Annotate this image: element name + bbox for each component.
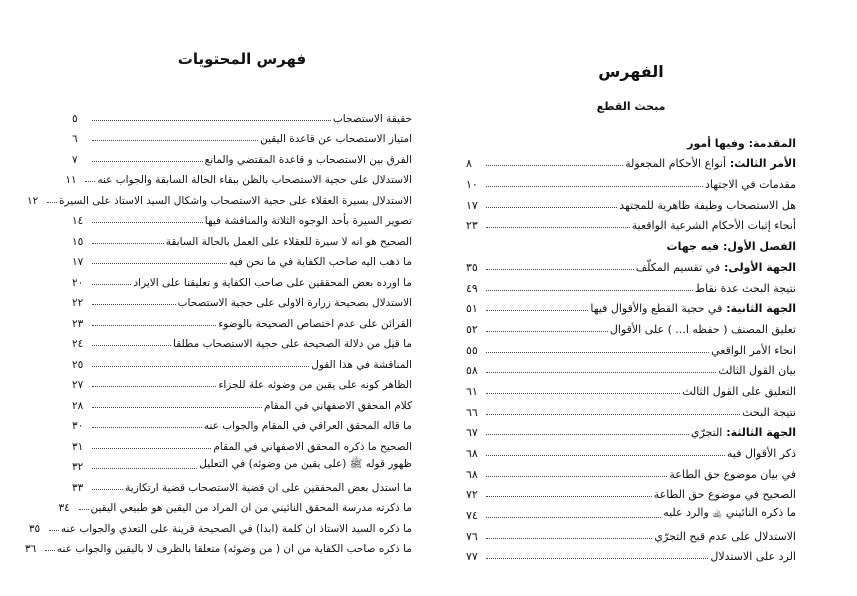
entry-page-number: ٢٤	[72, 338, 84, 350]
toc-entry[interactable]	[466, 460, 796, 481]
toc-entry[interactable]	[72, 104, 412, 125]
entry-text: الاستدلال بسيرة العقلاء على حجية الاستصحاب واشكال السيد الاستاذ على السيرة	[59, 194, 412, 207]
dot-leader	[92, 243, 164, 244]
entry-text: ما استدل بعض المحققين على ان قضية الاستصحاب قضية ارتكازية	[125, 481, 412, 494]
entry-page-number: ١٥	[72, 235, 84, 248]
toc-entry[interactable]	[466, 295, 796, 316]
dot-leader	[486, 290, 693, 291]
right-toc-list	[466, 129, 796, 563]
entry-page-number: ٣٤	[58, 502, 70, 514]
dot-leader	[92, 222, 203, 223]
entry-text: في تقسيم المكلّف	[635, 260, 721, 274]
toc-entry[interactable]	[72, 371, 412, 392]
dot-leader	[92, 448, 211, 449]
entry-title	[742, 406, 796, 419]
toc-entry[interactable]	[24, 535, 412, 556]
left-toc-list	[24, 104, 412, 555]
toc-entry[interactable]	[27, 186, 412, 207]
dot-leader	[486, 186, 703, 187]
toc-entry[interactable]	[466, 129, 796, 150]
entry-page-number: ٦٨	[466, 447, 478, 460]
entry-title	[663, 506, 796, 522]
entry-page-number: ٢٣	[466, 219, 478, 233]
entry-text: الفرق بين الاستصحاب و قاعدة المقتضي والمانع	[204, 153, 412, 166]
dot-leader	[92, 120, 331, 121]
dot-leader	[92, 407, 262, 408]
entry-title	[213, 441, 412, 453]
dot-leader	[92, 489, 123, 490]
toc-entry[interactable]	[466, 377, 796, 398]
entry-page-number: ٧	[72, 153, 78, 166]
entry-title	[619, 199, 796, 212]
entry-text: ما ذكره النائيني ﵀ والرد عليه	[663, 506, 796, 520]
entry-text: بيان القول الثالث	[718, 364, 796, 378]
entry-page-number: ٧٧	[466, 550, 478, 564]
dot-leader	[486, 310, 588, 311]
entry-page-number: ١٧	[72, 256, 84, 268]
entry-page-number: ٦	[72, 133, 78, 145]
entry-page-number: ٣٠	[72, 420, 84, 432]
entry-heading: المقدمة: وفيها أمور	[687, 136, 796, 150]
entry-heading: الجهة الثانية:	[722, 302, 796, 316]
entry-page-number: ٣٥	[28, 522, 41, 535]
entry-text: كلام المحقق الاصفهاني في المقام	[264, 399, 412, 412]
entry-heading: الأمر الثالث:	[726, 157, 796, 171]
entry-page-number: ١٢	[27, 194, 39, 207]
toc-entry[interactable]	[72, 289, 412, 310]
entry-title	[205, 154, 412, 166]
entry-page-number: ٧٤	[466, 509, 478, 523]
entry-page-number: ١٤	[72, 215, 84, 227]
entry-text: نتيجة البحث عدة نقاط	[694, 281, 796, 295]
dot-leader	[486, 517, 661, 518]
dot-leader	[486, 372, 716, 373]
dot-leader	[486, 558, 708, 559]
dot-leader	[92, 263, 227, 264]
dot-leader	[486, 165, 623, 166]
dot-leader	[92, 140, 258, 141]
entry-page-number: ٢٨	[72, 399, 84, 412]
entry-page-number: ١١	[65, 174, 77, 186]
entry-page-number: ٧٢	[466, 488, 478, 502]
entry-title	[166, 236, 412, 248]
entry-page-number: ٢٣	[72, 317, 84, 330]
entry-text: الصحيح هو انه لا سيرة للعقلاء على العمل بالحالة السابقة	[165, 235, 412, 248]
entry-title	[91, 502, 412, 514]
toc-entry[interactable]	[28, 514, 412, 535]
entry-page-number: ٣١	[72, 440, 84, 453]
toc-entry[interactable]	[466, 274, 796, 295]
toc-entry[interactable]	[466, 357, 796, 378]
toc-entry[interactable]	[466, 419, 796, 440]
entry-title	[178, 297, 412, 309]
entry-title	[669, 468, 796, 481]
entry-page-number: ٢٢	[72, 297, 84, 309]
entry-title	[125, 482, 412, 494]
entry-title	[311, 359, 412, 371]
entry-page-number: ٣٣	[72, 481, 84, 494]
toc-entry[interactable]	[466, 191, 796, 212]
dot-leader	[79, 509, 89, 510]
entry-title	[264, 400, 412, 412]
dot-leader	[486, 496, 652, 497]
toc-entry[interactable]	[466, 501, 796, 522]
entry-page-number: ٥٨	[466, 364, 478, 378]
right-page-title: الفهرس	[598, 62, 664, 81]
dot-leader	[486, 331, 608, 332]
entry-title	[632, 219, 796, 232]
entry-title	[667, 240, 796, 253]
entry-text: المناقشة في هذا القول	[311, 358, 412, 371]
entry-text: ما قيل من دلالة الصحيحة على حجية الاستصحاب مطلقا	[173, 338, 412, 350]
toc-entry[interactable]	[466, 522, 796, 543]
entry-text: أنواع الأحكام المجعولة	[625, 157, 727, 171]
entry-text: الاستدلال على عدم قبح التجرّي	[654, 529, 796, 543]
entry-text: التجرّي	[690, 426, 723, 440]
entry-title	[133, 277, 412, 289]
entry-text: ما قاله المحقق العراقي في المقام والجواب عنه	[203, 420, 412, 432]
dot-leader	[92, 345, 171, 346]
toc-entry[interactable]	[466, 336, 796, 357]
entry-page-number: ٥٢	[466, 322, 478, 336]
toc-entry[interactable]	[72, 125, 412, 146]
entry-title	[61, 523, 412, 535]
entry-title	[625, 157, 796, 170]
dot-leader	[85, 181, 95, 182]
entry-page-number: ٧٦	[466, 529, 478, 543]
dot-leader	[486, 538, 652, 539]
entry-title	[654, 488, 796, 501]
entry-title	[590, 302, 796, 315]
entry-title	[97, 174, 412, 186]
entry-page-number: ٣٦	[24, 543, 37, 555]
dot-leader	[45, 550, 55, 551]
toc-entry[interactable]	[72, 350, 412, 371]
right-page	[466, 0, 796, 596]
entry-page-number: ١٠	[466, 178, 478, 192]
dot-leader	[486, 434, 689, 435]
left-page	[24, 0, 412, 596]
entry-title	[59, 195, 412, 207]
entry-page-number: ٢٠	[72, 276, 84, 289]
entry-page-number: ٥	[72, 112, 78, 125]
toc-entry[interactable]	[72, 268, 412, 289]
entry-text: ما اورده بعض المحققين على صاحب الكفاية و تعليقنا على الايراد	[133, 276, 412, 289]
entry-text: ما ذكره صاحب الكفاية من ان ( من وضوئه) متعلقا بالظرف لا باليقين والجواب عنه	[56, 543, 412, 555]
entry-text: الصحيح في موضوع حق الطاعة	[653, 488, 796, 502]
entry-title	[229, 256, 412, 268]
toc-entry[interactable]	[466, 232, 796, 253]
toc-entry[interactable]	[72, 330, 412, 351]
entry-page-number: ٦٨	[466, 467, 478, 481]
dot-leader	[486, 227, 630, 228]
dot-leader	[92, 386, 216, 387]
dot-leader	[49, 530, 59, 531]
entry-text: حقيقة الاستصحاب	[332, 112, 412, 125]
dot-leader	[92, 325, 216, 326]
entry-page-number: ٤٩	[466, 281, 478, 295]
toc-entry[interactable]	[72, 248, 412, 269]
dot-leader	[92, 161, 203, 162]
entry-text: ما ذهب اليه صاحب الكفاية في ما نحن فيه	[229, 256, 412, 268]
entry-page-number: ٨	[466, 157, 472, 171]
entry-text: نتيجة البحث	[742, 405, 796, 419]
entry-title	[711, 344, 796, 357]
entry-text: ظهور قوله ﷺ (على يقين من وضوئه) في التعليل	[199, 458, 412, 470]
entry-text: تصوير السيرة بأحد الوجوه الثلاثة والمناقشة فيها	[204, 215, 412, 227]
entry-heading: الفصل الأول: فيه جهات	[666, 240, 796, 254]
entry-text: أنحاء إثبات الأحكام الشرعية الواقعية	[631, 219, 796, 233]
entry-text: امتياز الاستصحاب عن قاعدة اليقين	[260, 133, 412, 145]
toc-entry[interactable]	[65, 166, 412, 187]
entry-title	[705, 178, 796, 191]
dot-leader	[92, 427, 202, 428]
entry-title	[727, 447, 796, 460]
right-page-subtitle: مبحث القطع	[596, 100, 666, 113]
dot-leader	[92, 468, 197, 469]
entry-title	[691, 426, 796, 439]
entry-page-number: ٢٥	[72, 358, 84, 371]
toc-entry[interactable]	[72, 227, 412, 248]
dot-leader	[486, 393, 680, 394]
dot-leader	[486, 414, 740, 415]
toc-entry[interactable]	[466, 315, 796, 336]
entry-page-number: ٣٥	[466, 260, 478, 274]
entry-page-number: ٥١	[466, 302, 478, 316]
toc-entry[interactable]	[72, 391, 412, 412]
dot-leader	[486, 207, 617, 208]
dot-leader	[486, 476, 667, 477]
entry-title	[173, 338, 412, 350]
toc-entry[interactable]	[466, 398, 796, 419]
dot-leader	[47, 202, 57, 203]
toc-entry[interactable]	[466, 439, 796, 460]
entry-title	[687, 137, 796, 150]
entry-page-number: ٦٦	[466, 405, 478, 419]
entry-page-number: ٣٢	[72, 461, 84, 473]
entry-title	[218, 318, 412, 330]
dot-leader	[486, 455, 725, 456]
entry-title	[199, 458, 412, 473]
entry-text: الصحيح ما ذكره المحقق الاصفهاني في المقام	[213, 440, 412, 453]
entry-text: مقدمات في الاجتهاد	[704, 178, 796, 192]
entry-title	[260, 133, 412, 145]
entry-text: ما ذكرته مدرسة المحقق النائيني من ان المراد من اليقين هو طبيعي اليقين	[90, 502, 412, 514]
entry-page-number: ٦١	[466, 384, 478, 398]
toc-entry[interactable]	[466, 481, 796, 502]
entry-text: التعليق على القول الثالث	[682, 384, 796, 398]
entry-text: ما ذكره السيد الاستاذ ان كلمة (ابدا) في الصحيحة قرينة على التعدي والجواب عنه	[60, 522, 412, 535]
entry-text: هل الاستصحاب وظيفة ظاهرية للمجتهد	[619, 198, 796, 212]
entry-page-number: ٥٥	[466, 343, 478, 357]
entry-heading: الجهة الثالثة:	[722, 426, 796, 440]
dot-leader	[486, 352, 709, 353]
toc-entry[interactable]	[72, 473, 412, 494]
entry-title	[710, 550, 796, 563]
entry-page-number: ٢٧	[72, 379, 84, 391]
dot-leader	[92, 366, 309, 367]
entry-title	[682, 385, 796, 398]
toc-entry[interactable]	[72, 432, 412, 453]
toc-entry[interactable]	[72, 453, 412, 474]
entry-text: الرد على الاستدلال	[710, 550, 796, 564]
toc-entry[interactable]	[466, 543, 796, 564]
entry-title	[654, 530, 796, 543]
toc-entry[interactable]	[466, 170, 796, 191]
toc-entry[interactable]	[466, 150, 796, 171]
entry-page-number: ٦٧	[466, 426, 478, 440]
toc-entry[interactable]	[466, 253, 796, 274]
entry-title	[205, 215, 412, 227]
entry-heading: الجهة الأولى:	[720, 260, 796, 274]
entry-title	[204, 420, 412, 432]
dot-leader	[92, 284, 131, 285]
toc-entry[interactable]	[72, 309, 412, 330]
entry-text: القرائن على عدم اختصاص الصحيحة بالوضوء	[218, 317, 412, 330]
entry-title	[636, 261, 796, 274]
entry-title	[695, 282, 796, 295]
toc-entry[interactable]	[72, 207, 412, 228]
dot-leader	[92, 304, 176, 305]
toc-entry[interactable]	[72, 145, 412, 166]
dot-leader	[486, 269, 634, 270]
entry-text: في بيان موضوع حق الطاعة	[669, 467, 796, 481]
entry-title	[333, 113, 412, 125]
entry-title	[610, 323, 796, 336]
toc-entry[interactable]	[466, 212, 796, 233]
entry-text: في حجية القطع والأقوال فيها	[590, 302, 723, 316]
entry-text: ذكر الأقوال فيه	[727, 447, 796, 460]
left-page-title: فهرس المحتويات	[177, 50, 307, 68]
entry-title	[718, 364, 796, 377]
entry-text: الاستدلال بصحيحة زرارة الاولى على حجية الاستصحاب	[177, 297, 412, 309]
entry-text: انحاء الأمر الواقعي	[711, 343, 796, 357]
entry-text: الظاهر كونه على يقين من وضوئه علة للجزاء	[218, 379, 412, 391]
entry-title	[57, 543, 412, 555]
toc-entry[interactable]	[72, 412, 412, 433]
entry-text: الاستدلال على حجية الاستصحاب بالظن ببقاء الحالة السابقة والجواب عنه	[97, 174, 412, 186]
entry-title	[218, 379, 412, 391]
toc-entry[interactable]	[58, 494, 412, 515]
entry-page-number: ١٧	[466, 198, 478, 212]
entry-text: تعليق المصنف ( حفظه ا... ) على الأقوال	[609, 322, 796, 336]
